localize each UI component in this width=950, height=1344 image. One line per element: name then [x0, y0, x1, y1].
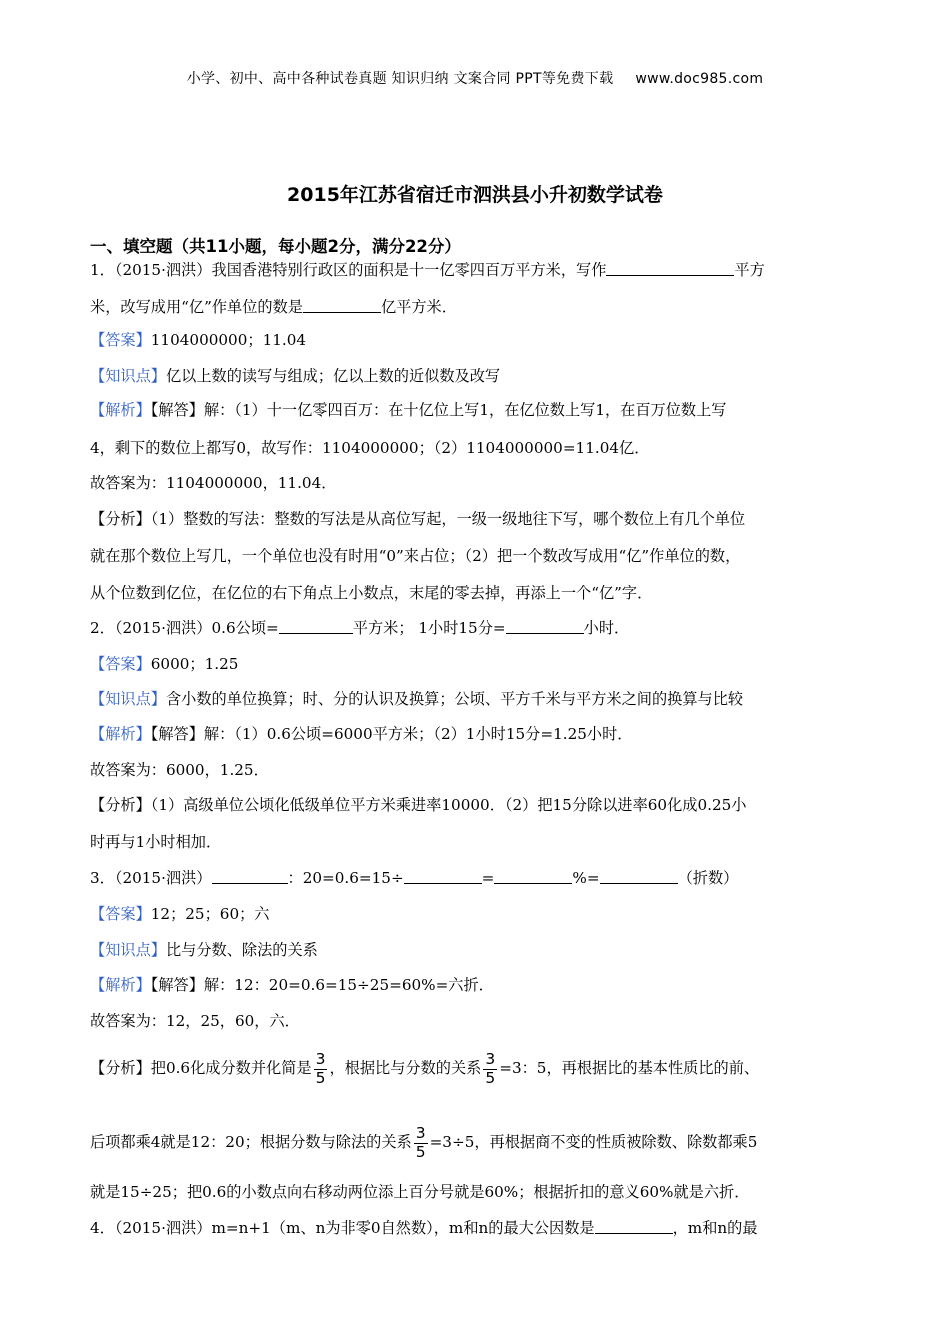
- q3-solution-line2: 故答案为：12，25，60，六．: [90, 1012, 300, 1030]
- answer-blank[interactable]: [600, 868, 678, 884]
- page-title: 2015年江苏省宿迁市泗洪县小升初数学试卷: [287, 184, 663, 206]
- answer-blank[interactable]: [595, 1218, 673, 1234]
- q1-stem-line2: 米，改写成用“亿”作单位的数是 亿平方米．: [90, 298, 457, 316]
- q3-analysis-line3: 就是15÷25；把0.6的小数点向右移动两位添上百分号就是60%；根据折扣的意义60%就是六折．: [90, 1183, 750, 1201]
- q3-stem: 3．（2015·泗洪） ：20=0.6=15÷ = %= （折数）: [90, 869, 739, 887]
- q1-solution-line1: 【解析】【解答】解：（1）十一亿零四百万：在十亿位上写1，在亿位数上写1，在百万位数上写: [90, 401, 727, 419]
- q2-solution-line2: 故答案为：6000，1.25．: [90, 761, 269, 779]
- answer-blank[interactable]: [303, 297, 381, 313]
- q3-answer: 【答案】12；25；60；六: [90, 905, 270, 923]
- q2-solution-line1: 【解析】【解答】解：（1）0.6公顷=6000平方米；（2）1小时15分=1.25小时．: [90, 725, 633, 743]
- answer-blank[interactable]: [212, 868, 288, 884]
- q1-solution-line3: 故答案为：1104000000，11.04．: [90, 474, 337, 492]
- q3-analysis-line1: 【分析】把0.6化成分数并化简是 $\frac{3}{5}$ ，根据比与分数的关系 $\frac{3}{5}$ =3：5，再根据比的基本性质比的前、: [90, 1050, 760, 1087]
- q3-analysis-line2: 后项都乘4就是12：20；根据分数与除法的关系 $\frac{3}{5}$ =3÷5，再根据商不变的性质被除数、除数都乘5: [90, 1124, 758, 1161]
- q2-knowledge: 【知识点】含小数的单位换算；时、分的认识及换算；公顷、平方千米与平方米之间的换算与比较: [90, 690, 744, 708]
- header-url[interactable]: www.doc985.com: [635, 71, 764, 87]
- fraction-three-fifths: $\frac{3}{5}$: [485, 1050, 496, 1087]
- q1-solution-line2: 4，剩下的数位上都写0，故写作：1104000000；（2）1104000000=11.04亿．: [90, 439, 650, 457]
- fraction-three-fifths: $\frac{3}{5}$: [415, 1124, 426, 1161]
- section-heading: 一、填空题（共11小题，每小题2分，满分22分）: [90, 237, 461, 256]
- q1-analysis-line2: 就在那个数位上写几，一个单位也没有时用“0”来占位；（2）把一个数改写成用“亿”作单位的数，: [90, 547, 741, 565]
- answer-blank[interactable]: [494, 868, 572, 884]
- q1-knowledge: 【知识点】亿以上数的读写与组成；亿以上数的近似数及改写: [90, 367, 501, 385]
- q2-analysis-line2: 时再与1小时相加．: [90, 833, 222, 851]
- q2-stem: 2．（2015·泗洪）0.6公顷= 平方米； 1小时15分= 小时．: [90, 619, 630, 637]
- q2-answer: 【答案】6000；1.25: [90, 655, 239, 673]
- q1-answer: 【答案】1104000000；11.04: [90, 331, 307, 349]
- answer-blank[interactable]: [506, 618, 584, 634]
- q1-analysis-line1: 【分析】（1）整数的写法：整数的写法是从高位写起，一级一级地往下写，哪个数位上有几个单位: [90, 510, 746, 528]
- fraction-three-fifths: $\frac{3}{5}$: [315, 1050, 326, 1087]
- answer-blank[interactable]: [606, 260, 734, 276]
- q3-knowledge: 【知识点】比与分数、除法的关系: [90, 941, 318, 959]
- q3-solution-line1: 【解析】【解答】解：12：20=0.6=15÷25=60%=六折．: [90, 976, 494, 994]
- q1-stem-line1: 1．（2015·泗洪）我国香港特别行政区的面积是十一亿零四百万平方米，写作 平方: [90, 261, 765, 279]
- q2-analysis-line1: 【分析】（1）高级单位公顷化低级单位平方米乘进率10000．（2）把15分除以进率60化成0.25小: [90, 796, 747, 814]
- answer-blank[interactable]: [279, 618, 353, 634]
- q4-stem: 4．（2015·泗洪）m=n+1（m、n为非零0自然数），m和n的最大公因数是 ，m和n的最: [90, 1219, 758, 1237]
- page-header: [0, 68, 950, 88]
- q1-analysis-line3: 从个位数到亿位，在亿位的右下角点上小数点，末尾的零去掉，再添上一个“亿”字．: [90, 584, 653, 602]
- answer-blank[interactable]: [404, 868, 482, 884]
- header-text: 小学、初中、高中各种试卷真题 知识归纳 文案合同 PPT等免费下载: [186, 71, 614, 87]
